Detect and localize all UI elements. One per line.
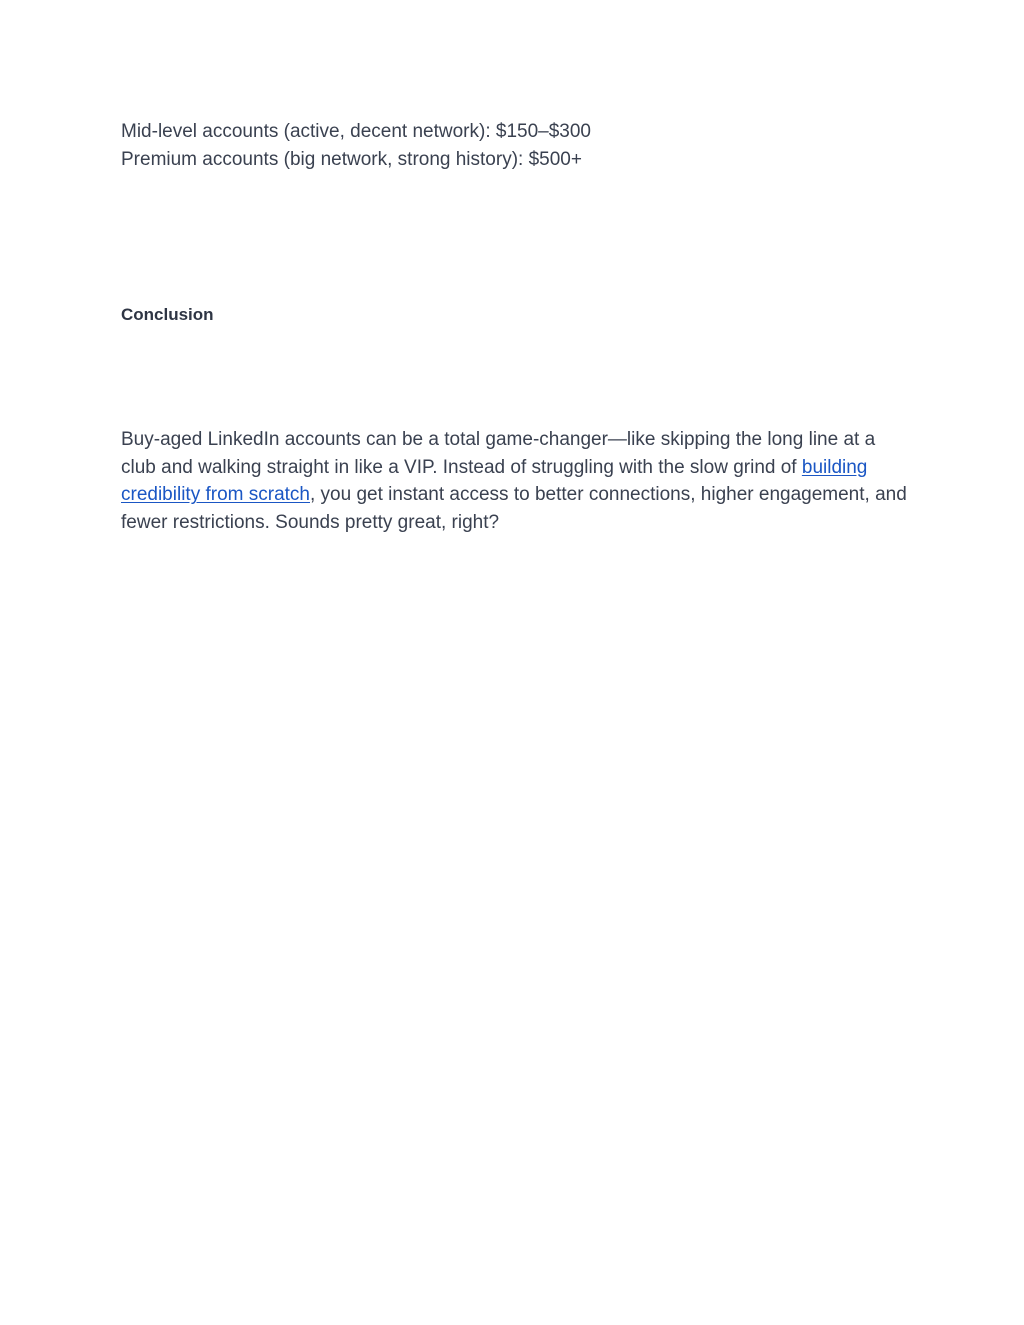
pricing-list bbox=[121, 118, 901, 174]
conclusion-text-start: Buy-aged LinkedIn accounts can be a total game-changer—like skipping the long line at a club and walking straight in like a VIP. Instead of struggling with the slow grind of bbox=[121, 429, 876, 478]
conclusion-heading: Conclusion bbox=[121, 305, 214, 324]
pricing-line-premium: Premium accounts (big network, strong history): $500+ bbox=[121, 149, 582, 170]
conclusion-paragraph bbox=[121, 426, 911, 537]
conclusion-text-end: , you get instant access to better connections, higher engagement, and fewer restrictions. Sounds pretty great, right? bbox=[121, 484, 907, 534]
pricing-line-mid-level: Mid-level accounts (active, decent network): $150–$300 bbox=[121, 121, 591, 142]
credibility-link[interactable]: building credibility from scratch bbox=[121, 456, 868, 506]
